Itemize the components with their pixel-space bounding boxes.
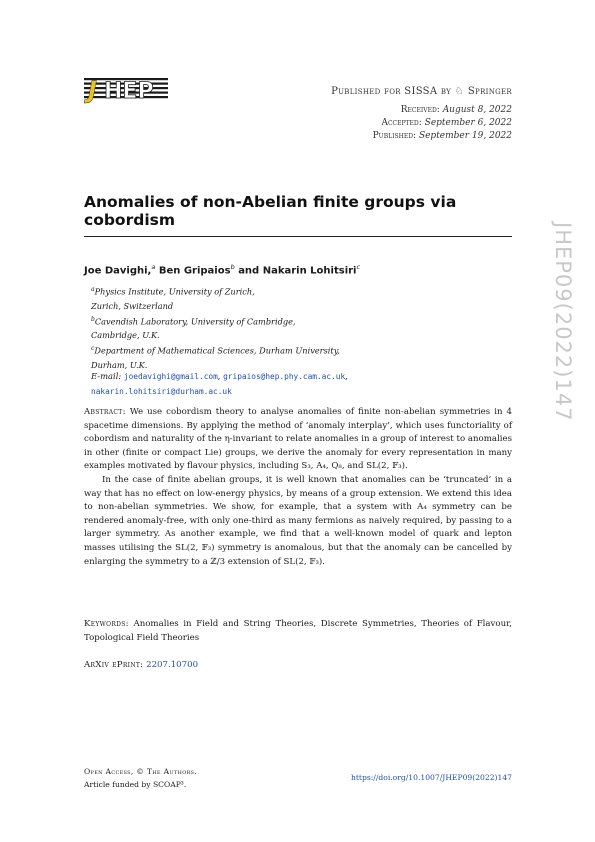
email-block: E-mail: joedavighi@gmail.com, gripaios@hep.phy.cam.ac.uk, nakarin.lohitsiri@durham.ac.uk <box>91 371 348 396</box>
published-row <box>300 130 512 143</box>
jhep-logo <box>84 76 170 106</box>
email-label: E-mail: <box>91 371 122 381</box>
affiliation-item <box>91 342 421 358</box>
keywords-label: Keywords: <box>84 619 129 629</box>
abstract-text: We use cobordism theory to analyse anomalies of finite non-abelian symmetries in 4 spacetime dimensions. By applying the method of ‘anomaly interplay’, which uses functoriality of cobordism and naturality of the η-invariant to relate anomalies in a group of interest to anomalies in other (finite or compact Lie) groups, we derive the anomaly for every representation in many examples motivated by flavour physics, including S₃, A₄, Q₈, and SL(2, 𝔽₃). <box>84 407 512 472</box>
author-mark: b <box>230 263 235 271</box>
funding-text: Article funded by SCOAP³. <box>84 779 187 789</box>
springer-icon: ♘ <box>454 86 465 97</box>
affiliation-mark: b <box>91 315 95 323</box>
affiliation-line: Cavendish Laboratory, University of Cambridge, <box>94 316 296 327</box>
email-link[interactable]: nakarin.lohitsiri@durham.ac.uk <box>91 387 232 396</box>
doi-link[interactable]: https://doi.org/10.1007/JHEP09(2022)147 <box>350 773 512 782</box>
affiliation-mark: a <box>91 286 95 293</box>
email-link[interactable]: joedavighi@gmail.com <box>123 372 218 381</box>
accepted-row <box>300 117 512 130</box>
author-mark: c <box>356 263 361 271</box>
author-name: Nakarin Lohitsiri <box>262 265 357 277</box>
abstract-paragraph: In the case of finite abelian groups, it is well known that anomalies can be ‘truncated’ in a way that has no effect on low-energy physics, by means of a group extension. We extend this idea to non-abelian symmetries. We show, for example, that a system with A₄ symmetry can be rendered anomaly-free, with only one-third as many fermions as naively required, by passing to a larger symmetry. As another example, we find that a well-known model of quark and lepton masses utilising the SL(2, 𝔽₃) symmetry is anomalous, but that the anomaly can be cancelled by enlarging the symmetry to a ℤ/3 extension of SL(2, 𝔽₃). <box>84 474 512 567</box>
publisher-text: Published for SISSA by <box>331 86 452 97</box>
abstract-label: Abstract: <box>84 407 126 417</box>
accepted-date: September 6, 2022 <box>424 118 512 128</box>
published-date: September 19, 2022 <box>418 131 512 141</box>
paper-title: Anomalies of non-Abelian finite groups via cobordism <box>84 193 457 229</box>
affiliations <box>91 283 421 372</box>
accepted-label: Accepted: <box>381 118 422 128</box>
email-link[interactable]: gripaios@hep.phy.cam.ac.uk <box>223 372 346 381</box>
author-name: Joe Davighi, <box>84 265 152 277</box>
keywords-text: Anomalies in Field and String Theories, Discrete Symmetries, Theories of Flavour, Topological Field Theories <box>84 619 512 643</box>
publisher-name: Springer <box>467 86 512 97</box>
arxiv-label: ArXiv ePrint: <box>84 660 144 670</box>
keywords <box>84 617 512 645</box>
affiliation-line: Durham, U.K. <box>91 360 148 371</box>
affiliation-line: Cambridge, U.K. <box>91 330 160 341</box>
affiliation-item <box>91 283 421 299</box>
abstract <box>84 406 512 569</box>
open-access-text: Open Access, © The Authors. <box>84 767 198 776</box>
title-rule <box>84 236 512 237</box>
open-access-note <box>84 766 304 791</box>
sidebar-identifier: JHEP09(2022)147 <box>551 222 575 422</box>
affiliation-line: Department of Mathematical Sciences, Durham University, <box>94 346 340 357</box>
svg-text:HEP: HEP <box>104 79 154 104</box>
affiliation-item <box>91 313 421 329</box>
published-label: Published: <box>372 131 417 141</box>
arxiv-link[interactable]: 2207.10700 <box>146 660 199 670</box>
abstract-paragraph <box>84 406 512 474</box>
affiliation-line: Physics Institute, University of Zurich, <box>94 286 255 297</box>
author-mark: a <box>151 263 156 271</box>
affiliation-mark: c <box>91 345 95 353</box>
dates-block <box>300 104 512 143</box>
author-list <box>84 263 512 276</box>
received-label: Received: <box>400 105 440 115</box>
received-row <box>300 104 512 117</box>
arxiv-eprint <box>84 660 512 670</box>
author-name: Ben Gripaios <box>158 265 231 277</box>
affiliation-line: Zurich, Switzerland <box>91 300 174 311</box>
author-joiner: and <box>238 265 260 277</box>
publisher-line <box>300 86 512 97</box>
svg-text:J: J <box>88 76 97 104</box>
received-date: August 8, 2022 <box>442 105 512 115</box>
